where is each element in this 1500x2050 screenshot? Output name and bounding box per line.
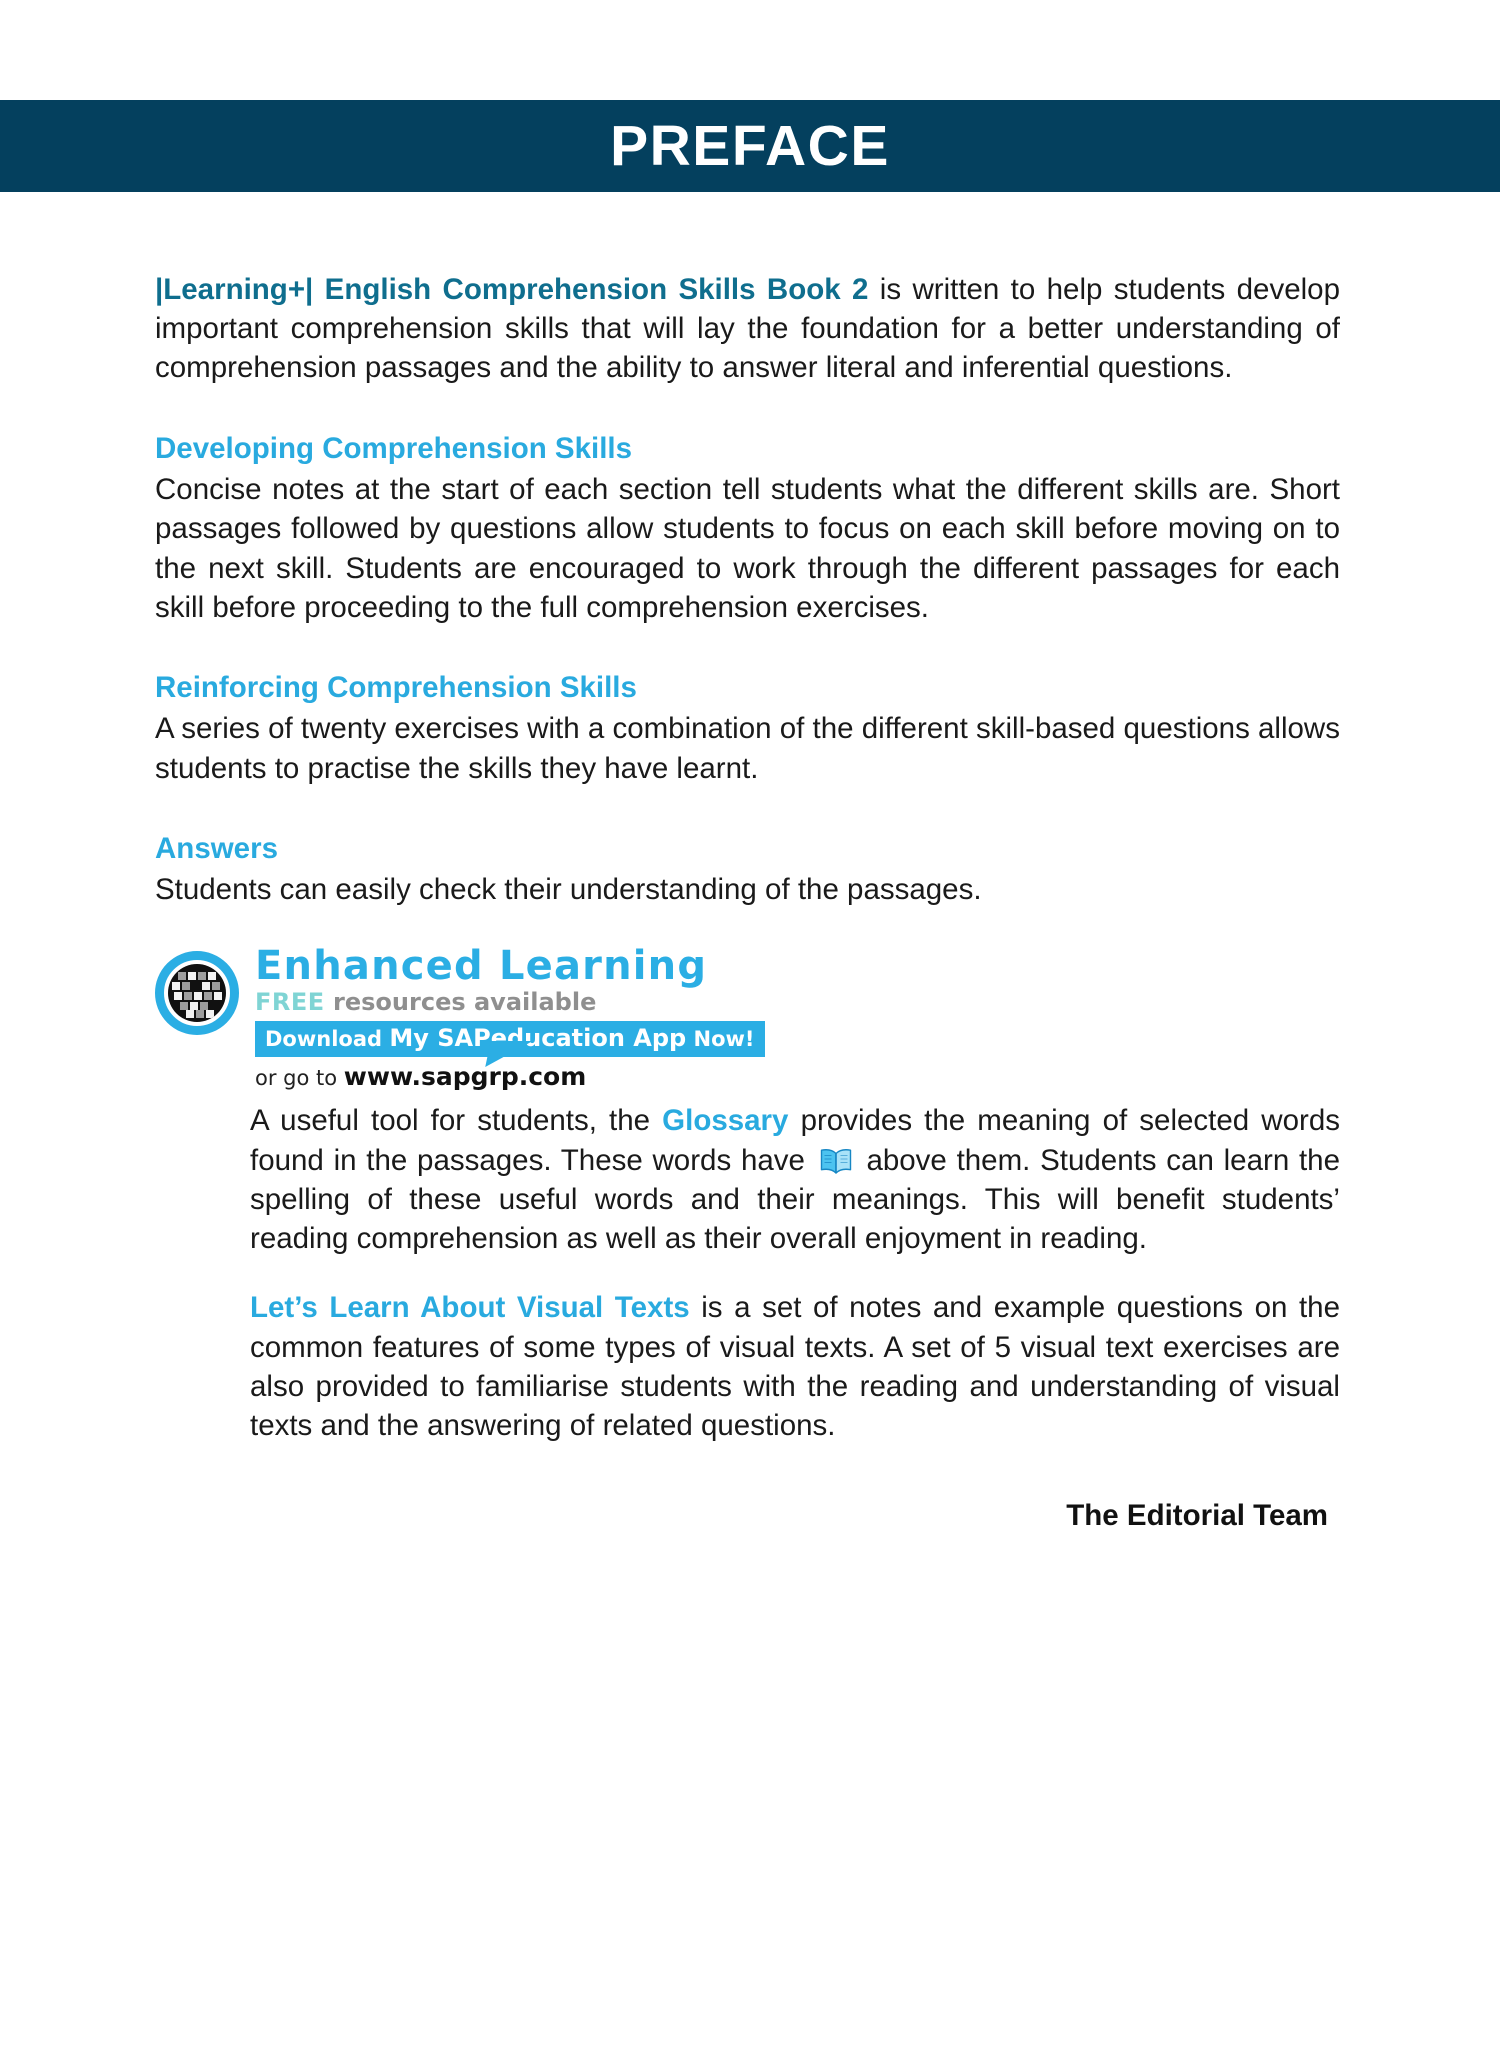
spacer bbox=[250, 1264, 1340, 1288]
website-line bbox=[255, 1063, 815, 1092]
enhanced-learning-text bbox=[255, 945, 815, 1092]
visual-texts-keyword: Let’s Learn About Visual Texts bbox=[250, 1291, 690, 1325]
enhanced-learning-subtitle bbox=[255, 989, 815, 1015]
resources-available-label: resources available bbox=[324, 988, 597, 1017]
spacer bbox=[155, 639, 1340, 669]
indented-paragraphs bbox=[250, 1101, 1340, 1533]
speech-bubble-tail-icon bbox=[485, 1041, 533, 1067]
section-heading-reinforcing: Reinforcing Comprehension Skills bbox=[155, 670, 637, 704]
intro-paragraph bbox=[155, 270, 1340, 388]
section-heading-developing: Developing Comprehension Skills bbox=[155, 431, 633, 465]
preface-content bbox=[155, 270, 1340, 1533]
qr-code-pattern bbox=[168, 964, 226, 1022]
glossary-keyword: Glossary bbox=[662, 1104, 789, 1138]
download-banner-main: My SAPeducation App bbox=[389, 1023, 687, 1052]
section-body-answers: Students can easily check their understanding of the passages. bbox=[155, 873, 982, 907]
qr-code-circle-icon bbox=[155, 951, 239, 1035]
book-title-text: |Learning+| English Comprehension Skills Book 2 bbox=[155, 273, 869, 306]
intro-paragraph-rest: is written to help students develop important comprehension skills that will lay the foundation for a better understanding of comprehension passages and the ability to answer literal and inferential questions. bbox=[155, 273, 1340, 385]
glossary-paragraph bbox=[250, 1101, 1340, 1258]
glossary-para-before: A useful tool for students, the bbox=[250, 1104, 663, 1138]
section-heading-answers: Answers bbox=[155, 831, 278, 865]
page-title: PREFACE bbox=[610, 113, 890, 178]
enhanced-learning-logo bbox=[155, 945, 1340, 1095]
or-go-to-label: or go to bbox=[255, 1066, 344, 1091]
visual-texts-para-rest: is a set of notes and example questions on the common features of some types of visual texts. A set of 5 visual text exercises are also provided to familiarise students with the reading and understanding of visual texts and the answering of related questions. bbox=[250, 1291, 1340, 1443]
free-label: FREE bbox=[255, 988, 325, 1017]
glossary-para-after: above them. Students can learn the spelling of these useful words and their meanings. This will benefit students’ reading comprehension as well as their overall enjoyment in reading. bbox=[250, 1143, 1340, 1256]
website-url[interactable]: www.sapgrp.com bbox=[343, 1062, 587, 1092]
download-banner-prefix: Download bbox=[265, 1026, 390, 1051]
spacer bbox=[155, 800, 1340, 830]
page-header-banner bbox=[0, 100, 1500, 192]
glossary-para-middle: provides the meaning of selected words found in the passages. These words have bbox=[250, 1104, 1340, 1177]
visual-texts-paragraph bbox=[250, 1288, 1340, 1445]
section-body-reinforcing: A series of twenty exercises with a combination of the different skill-based questions allows students to practise the skills they have learnt. bbox=[155, 712, 1340, 785]
enhanced-learning-heading: Enhanced Learning bbox=[255, 943, 708, 990]
spacer bbox=[155, 400, 1340, 430]
editorial-team-signature: The Editorial Team bbox=[1066, 1499, 1328, 1533]
section-body-developing: Concise notes at the start of each section tell students what the different skills are. Short passages followed by questions allow students to focus on each skill before moving on to the next skill. Students are encouraged to work through the different passages for each skill before proceeding to the full comprehension exercises. bbox=[155, 473, 1340, 624]
download-banner-suffix: Now! bbox=[686, 1026, 755, 1051]
open-book-icon bbox=[819, 1146, 853, 1173]
